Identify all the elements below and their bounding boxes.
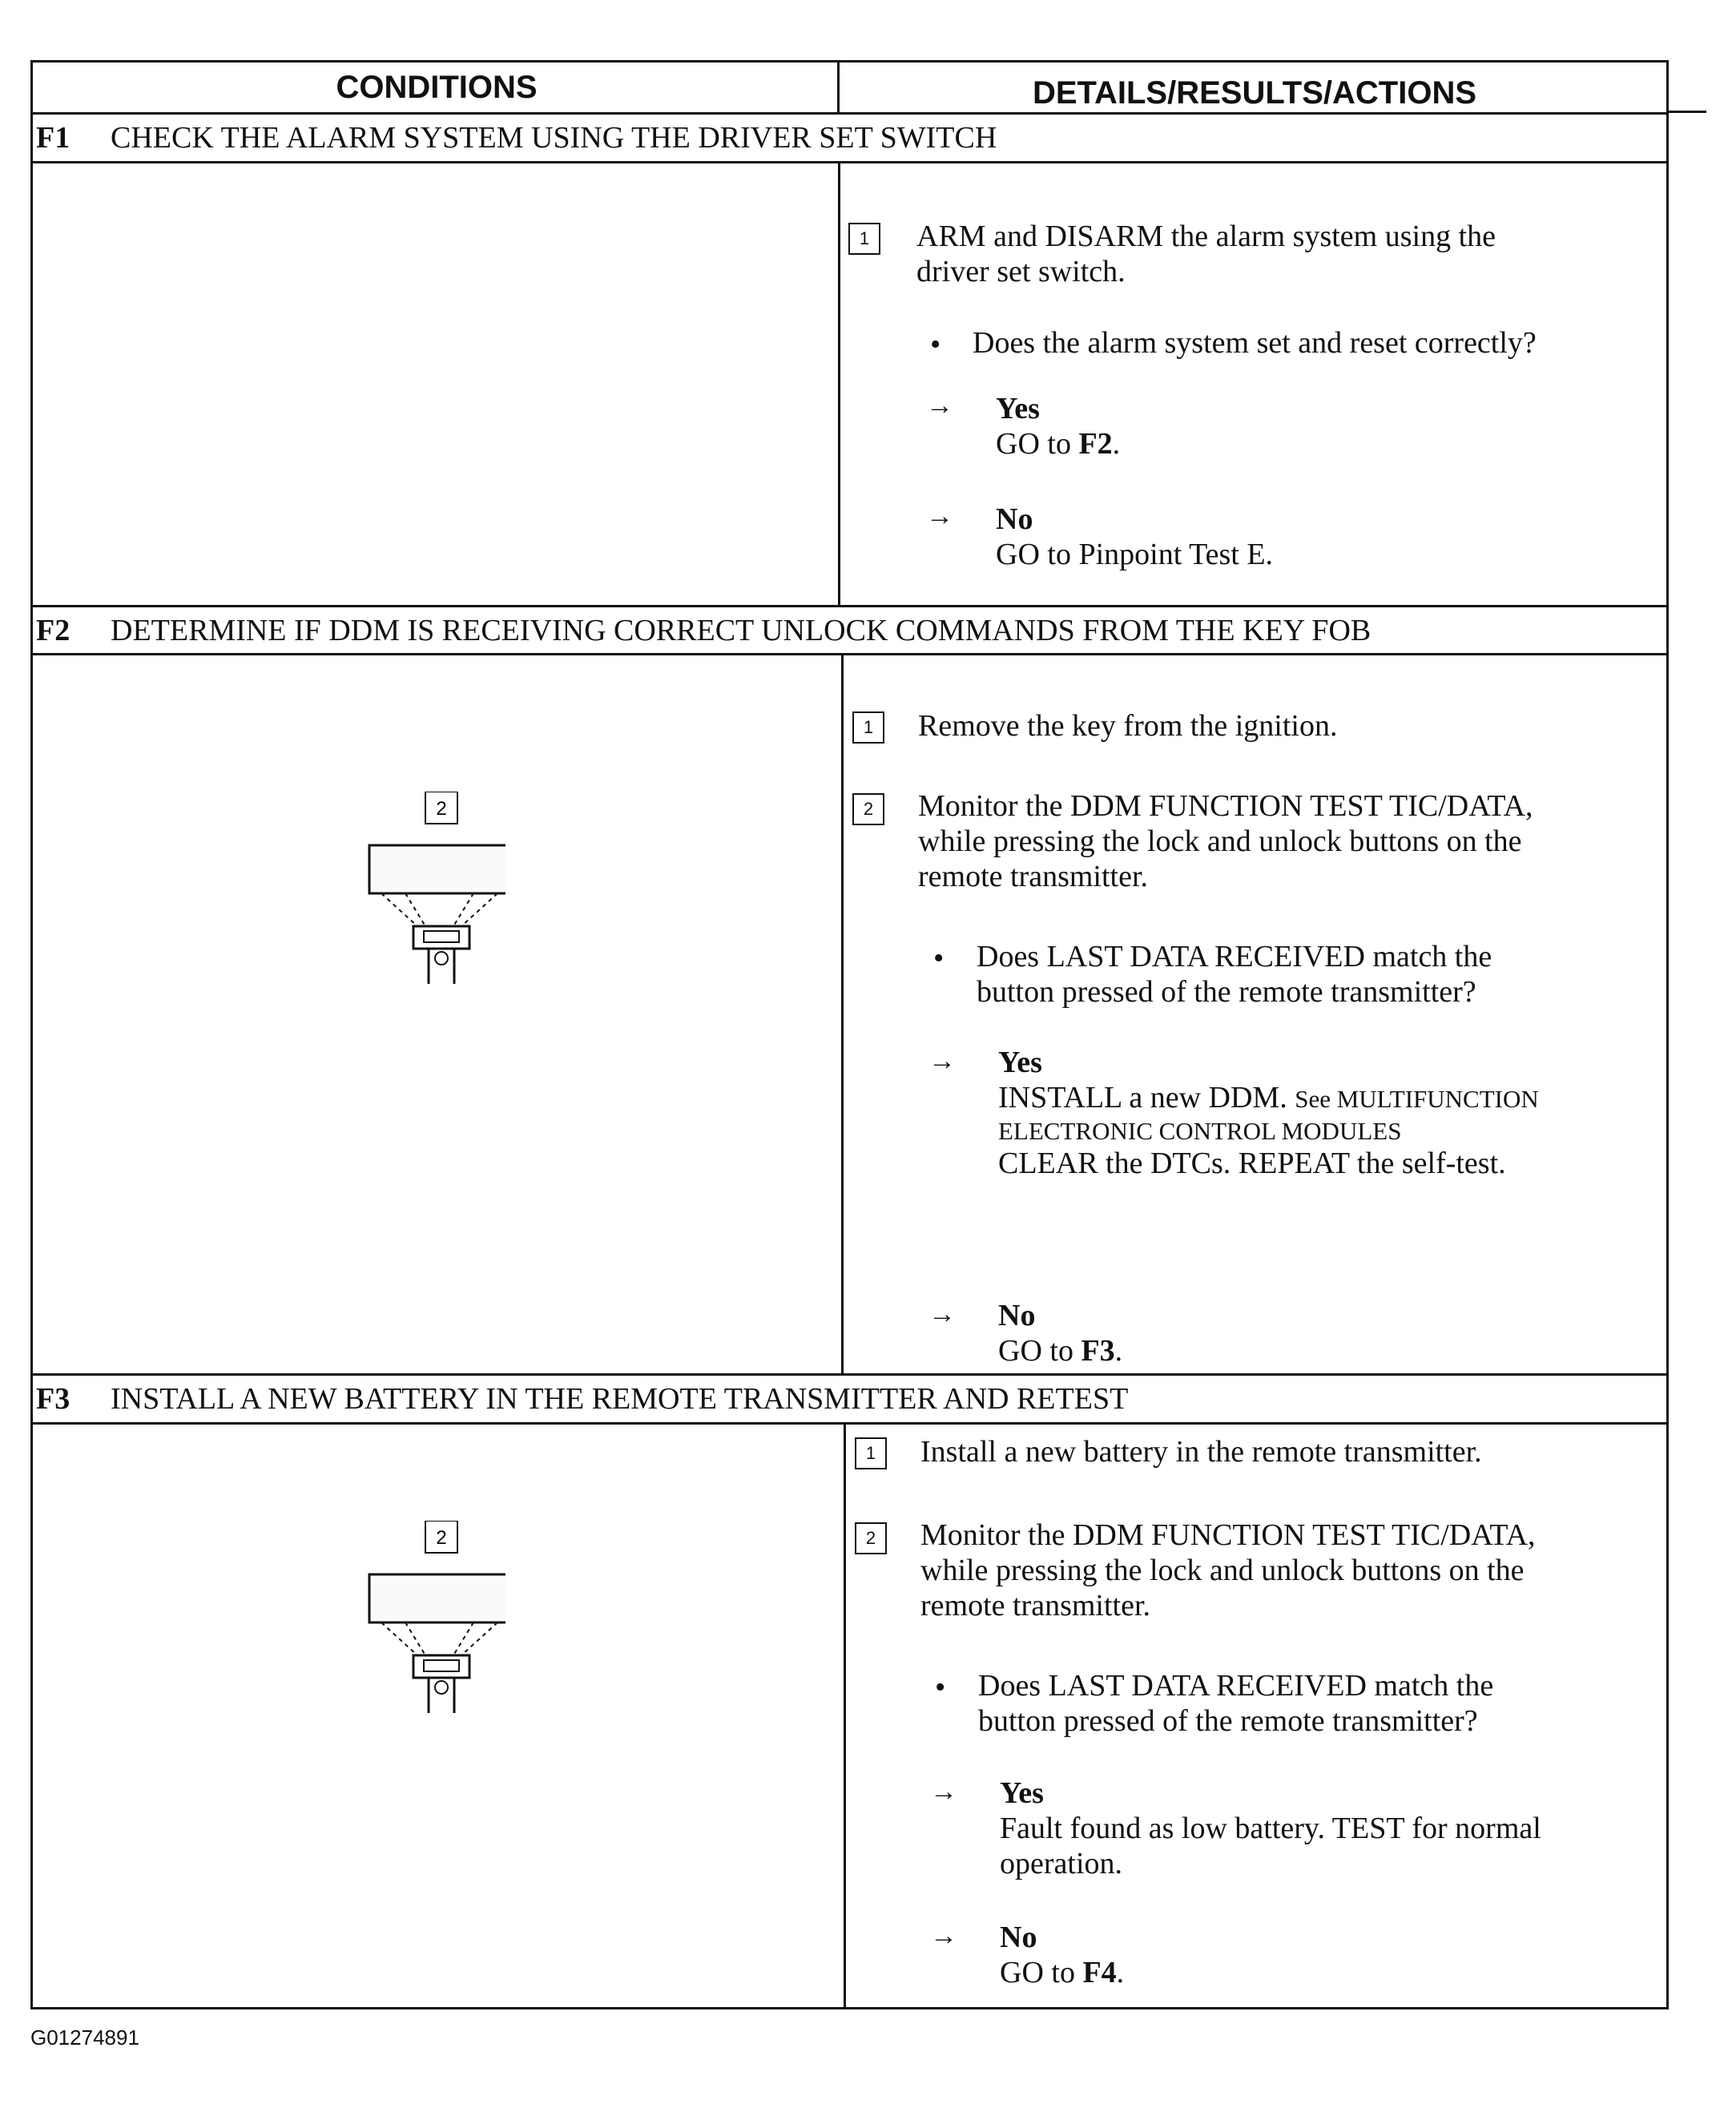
bullet: •: [930, 328, 941, 361]
action-line: Monitor the DDM FUNCTION TEST TIC/DATA,: [920, 1518, 1536, 1552]
header-rule-extension: [1669, 111, 1706, 113]
column-divider: [841, 653, 844, 1373]
action-line: while pressing the lock and unlock buttons on the: [918, 824, 1522, 858]
step-title-text: CHECK THE ALARM SYSTEM USING THE DRIVER SET SWITCH: [111, 121, 997, 155]
step-number-box: 1: [855, 1437, 887, 1469]
step-f2-title: [33, 607, 1666, 654]
figure-label: 2: [436, 798, 447, 820]
signal-beam: [453, 893, 473, 926]
signal-beam: [453, 1622, 473, 1655]
arrow-icon: →: [928, 1300, 956, 1329]
column-divider: [844, 1422, 846, 2009]
remote-transmitter-figure: [345, 1521, 505, 1713]
step-id: F3: [36, 1382, 70, 1416]
no-result: [996, 502, 1273, 572]
column-divider: [838, 161, 840, 606]
arrow-icon: →: [926, 502, 953, 531]
arrow-icon: →: [930, 1921, 957, 1951]
header-divider: [837, 62, 840, 112]
step-number-box: 1: [852, 711, 884, 744]
no-action: GO to Pinpoint Test E.: [996, 538, 1274, 571]
yes-result: [996, 391, 1120, 462]
signal-beam: [405, 1622, 425, 1655]
question-text: Does the alarm system set and reset correctly?: [973, 326, 1537, 360]
display-module-icon: [369, 1574, 505, 1622]
yes-label: Yes: [1000, 1776, 1044, 1810]
yes-result: [998, 1045, 1539, 1181]
signal-beam: [381, 1622, 417, 1655]
step-number-box: 2: [852, 793, 884, 825]
step-id: F2: [36, 614, 70, 647]
action-line: Remove the key from the ignition.: [918, 709, 1338, 743]
signal-beam: [461, 893, 497, 926]
yes-label: Yes: [996, 392, 1040, 425]
step-title-text: DETERMINE IF DDM IS RECEIVING CORRECT UNLOCK COMMANDS FROM THE KEY FOB: [111, 614, 1371, 647]
action-text: [920, 1518, 1536, 1623]
reference-text: ELECTRONIC CONTROL MODULES: [998, 1117, 1402, 1145]
no-label: No: [998, 1299, 1036, 1332]
display-module-icon: [369, 845, 505, 893]
step-f1-title: [33, 115, 1666, 161]
remote-transmitter-figure: [345, 792, 505, 984]
reference-text: See MULTIFUNCTION: [1295, 1085, 1539, 1113]
yes-result: [1000, 1776, 1541, 1881]
step-f3-title: [33, 1376, 1666, 1422]
figure-label: 2: [436, 1527, 447, 1549]
arrow-icon: →: [930, 1777, 957, 1807]
diagnostic-table: [30, 60, 1669, 2009]
goto-step-link: F2: [1078, 427, 1113, 461]
action-line: remote transmitter.: [918, 860, 1149, 893]
yes-label: Yes: [998, 1046, 1042, 1079]
action-line: Install a new battery in the remote transmitter.: [920, 1435, 1482, 1469]
bullet: •: [933, 941, 945, 975]
action-line: Monitor the DDM FUNCTION TEST TIC/DATA,: [918, 789, 1533, 823]
action-line: while pressing the lock and unlock buttons on the: [920, 1554, 1525, 1587]
row-divider: [33, 653, 1666, 655]
step-number-box: 1: [848, 223, 880, 255]
action-text: [916, 219, 1496, 289]
no-action: GO to F3.: [998, 1334, 1123, 1368]
step-number-box: 2: [855, 1522, 887, 1554]
step-id: F1: [36, 121, 70, 155]
arrow-icon: →: [928, 1046, 956, 1076]
no-label: No: [996, 502, 1033, 536]
action-line: ARM and DISARM the alarm system using the: [916, 220, 1496, 253]
figure-id: G01274891: [30, 2025, 139, 2050]
action-text: [918, 788, 1533, 894]
arrow-icon: →: [926, 391, 953, 421]
goto-step-link: F4: [1082, 1956, 1117, 1989]
yes-action: CLEAR the DTCs. REPEAT the self-test.: [998, 1147, 1506, 1180]
yes-action: GO to F2.: [996, 427, 1121, 461]
no-label: No: [1000, 1921, 1037, 1954]
signal-beam: [381, 893, 417, 926]
no-result: [998, 1298, 1122, 1368]
no-result: [1000, 1920, 1124, 1990]
action-text: [918, 708, 1337, 744]
signal-beam: [405, 893, 425, 926]
yes-action: INSTALL a new DDM. See MULTIFUNCTION: [998, 1081, 1539, 1114]
goto-step-link: F3: [1081, 1334, 1115, 1368]
yes-action: Fault found as low battery. TEST for normal: [1000, 1812, 1541, 1845]
signal-beam: [461, 1622, 497, 1655]
row-divider: [33, 161, 1666, 163]
action-line: remote transmitter.: [920, 1589, 1151, 1622]
step-title-text: INSTALL A NEW BATTERY IN THE REMOTE TRANSMITTER AND RETEST: [111, 1382, 1129, 1416]
conditions-header: CONDITIONS: [336, 69, 538, 105]
action-line: driver set switch.: [916, 255, 1126, 288]
bullet: •: [935, 1671, 946, 1704]
action-text: [920, 1434, 1482, 1469]
row-divider: [33, 1422, 1666, 1425]
details-header: DETAILS/RESULTS/ACTIONS: [1032, 75, 1477, 111]
question-text: Does LAST DATA RECEIVED match the button pressed of the remote transmitter?: [978, 1669, 1494, 1738]
yes-action: operation.: [1000, 1847, 1123, 1880]
question-text: Does LAST DATA RECEIVED match the button pressed of the remote transmitter?: [977, 940, 1492, 1009]
no-action: GO to F4.: [1000, 1956, 1125, 1989]
table-header: [33, 62, 1666, 115]
